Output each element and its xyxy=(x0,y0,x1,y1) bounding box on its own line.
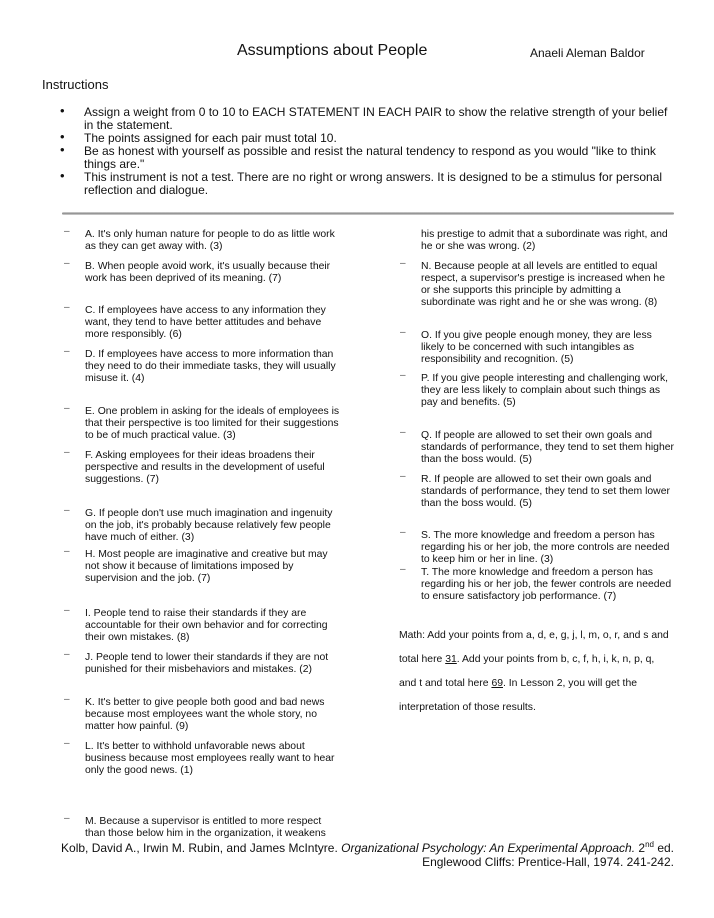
dash-icon: – xyxy=(64,546,70,557)
statement-text: E. One problem in asking for the ideals of employees is that their perspective is too limited for their suggestions to be of much practical value. (3) xyxy=(85,406,340,441)
math-text: total here xyxy=(399,654,446,665)
math-text: interpretation of those results. xyxy=(399,702,536,713)
statement-n xyxy=(400,258,675,309)
statement-c xyxy=(64,302,343,341)
statement-k xyxy=(64,694,343,733)
statement-text: D. If employees have access to more information than they need to do their immediate tasks, they will usually misuse it. (4) xyxy=(85,349,336,384)
statement-f xyxy=(64,447,343,486)
dash-icon: – xyxy=(400,258,406,269)
dash-icon: – xyxy=(64,226,70,237)
statement-q xyxy=(400,427,675,466)
math-text: . Add your points from b, c, f, h, i, k, n, p, q, xyxy=(456,654,655,665)
dash-icon: – xyxy=(64,738,70,749)
reference-edition-suffix: nd xyxy=(645,840,654,849)
instruction-text: Be as honest with yourself as possible and resist the natural tendency to respond as you would "like to think things are." xyxy=(84,144,656,171)
dash-icon: – xyxy=(400,527,406,538)
statement-text: J. People tend to lower their standards if they are not punished for their misbehaviors and mistakes. (2) xyxy=(85,652,329,675)
statement-text: A. It's only human nature for people to do as little work as they can get away with. (3) xyxy=(85,229,335,252)
statement-text: B. When people avoid work, it's usually because their work has been deprived of its meaning. (7) xyxy=(85,261,331,284)
instructions-heading: Instructions xyxy=(42,77,109,92)
divider xyxy=(62,212,674,215)
statement-text: C. If employees have access to any information they want, they tend to have better attitudes and behave more responsibly. (6) xyxy=(85,305,326,340)
statement-text: I. People tend to raise their standards if they are accountable for their own behavior and for correcting their own mistakes. (8) xyxy=(85,608,328,643)
reference-edition: 2 xyxy=(635,841,646,855)
dash-icon: – xyxy=(64,694,70,705)
instruction-text: Assign a weight from 0 to 10 to EACH STATEMENT IN EACH PAIR to show the relative strength of your belief in the statement. xyxy=(84,105,668,132)
math-text: and t and total here xyxy=(399,678,492,689)
dash-icon: – xyxy=(400,471,406,482)
statement-text: P. If you give people interesting and challenging work, they are less likely to complain about such things as pay and benefits. (5) xyxy=(421,373,669,408)
instruction-item xyxy=(60,168,680,197)
instruction-text: The points assigned for each pair must total 10. xyxy=(84,131,337,145)
statement-text: N. Because people at all levels are entitled to equal respect, a supervisor's prestige is increased when he or she supports this principle by admitting a subordinate was right and he or she was wrong. (8) xyxy=(421,261,665,308)
dash-icon: – xyxy=(400,564,406,575)
statement-j xyxy=(64,649,343,676)
statement-t xyxy=(400,564,675,603)
statement-text: H. Most people are imaginative and creative but may not show it because of limitations imposed by supervision and the job. (7) xyxy=(85,549,328,584)
page-title: Assumptions about People xyxy=(237,42,428,59)
statement-text: O. If you give people enough money, they are less likely to be concerned with such intangibles as responsibility and recognition. (5) xyxy=(421,330,652,365)
bullet-icon: • xyxy=(60,103,65,118)
math-line-4 xyxy=(399,702,536,713)
dash-icon: – xyxy=(64,813,70,824)
statement-s xyxy=(400,527,675,566)
dash-icon: – xyxy=(400,427,406,438)
statement-text: S. The more knowledge and freedom a person has regarding his or her job, the more controls are needed to keep him or her in line. (3) xyxy=(421,530,670,565)
statement-text: K. It's better to give people both good and bad news because most employees want the whole story, no matter how painful. (9) xyxy=(85,697,325,732)
bullet-icon: • xyxy=(60,142,65,157)
instruction-text: This instrument is not a test. There are no right or wrong answers. It is designed to be a stimulus for personal reflection and dialogue. xyxy=(84,170,663,197)
statement-text: F. Asking employees for their ideas broadens their perspective and results in the development of useful suggestions. (7) xyxy=(85,450,325,485)
instructions-list xyxy=(60,103,680,197)
statement-m xyxy=(64,813,343,840)
dash-icon: – xyxy=(400,370,406,381)
dash-icon: – xyxy=(64,258,70,269)
statement-p xyxy=(400,370,675,409)
statement-e xyxy=(64,403,343,442)
statement-b xyxy=(64,258,343,285)
math-line-3 xyxy=(399,678,637,689)
statement-l xyxy=(64,738,343,777)
reference-edition-tail: ed. xyxy=(653,841,674,855)
dash-icon: – xyxy=(64,649,70,660)
statement-r xyxy=(400,471,675,510)
statement-g xyxy=(64,505,343,544)
statement-text: G. If people don't use much imagination and ingenuity on the job, it's probably because relatively few people have much of either. (3) xyxy=(85,508,333,543)
statement-a xyxy=(64,226,343,253)
dash-icon: – xyxy=(64,605,70,616)
statement-text: his prestige to admit that a subordinate was right, and he or she was wrong. (2) xyxy=(421,229,668,252)
dash-icon: – xyxy=(64,302,70,313)
total-1-value: 31 xyxy=(445,654,457,665)
statement-text: L. It's better to withhold unfavorable news about business because most employees really want to hear only the good news. (1) xyxy=(85,741,335,776)
instruction-item xyxy=(60,103,680,132)
dash-icon: – xyxy=(64,505,70,516)
dash-icon: – xyxy=(400,327,406,338)
math-line-2 xyxy=(399,654,654,665)
reference-book-title: Organizational Psychology: An Experimental Approach. xyxy=(341,841,636,855)
math-line-1 xyxy=(399,630,669,641)
math-text: Math: Add your points from a, d, e, g, j, l, m, o, r, and s and xyxy=(399,630,669,641)
math-text: . In Lesson 2, you will get the xyxy=(503,678,638,689)
statement-text: T. The more knowledge and freedom a person has regarding his or her job, the fewer controls are needed to ensure satisfactory job performance. (7) xyxy=(421,567,672,602)
bullet-icon: • xyxy=(60,129,65,144)
statement-m-continued xyxy=(421,229,675,253)
reference-authors: Kolb, David A., Irwin M. Rubin, and James McIntyre. xyxy=(61,841,342,855)
statement-text: M. Because a supervisor is entitled to more respect than those below him in the organization, it weakens xyxy=(85,816,326,839)
instruction-item xyxy=(60,142,680,171)
bullet-icon: • xyxy=(60,168,65,183)
dash-icon: – xyxy=(64,403,70,414)
dash-icon: – xyxy=(64,346,70,357)
author-name: Anaeli Aleman Baldor xyxy=(530,46,645,60)
statement-i xyxy=(64,605,343,644)
statement-d xyxy=(64,346,343,385)
reference-line-2 xyxy=(422,855,674,869)
statement-text: R. If people are allowed to set their own goals and standards of performance, they tend to set them lower than the boss would. (5) xyxy=(421,474,670,509)
dash-icon: – xyxy=(64,447,70,458)
reference-line-1 xyxy=(61,840,674,855)
total-2-value: 69 xyxy=(491,678,503,689)
statement-h xyxy=(64,546,343,585)
statement-text: Q. If people are allowed to set their own goals and standards of performance, they tend to set them higher than the boss would. (5) xyxy=(421,430,674,465)
reference-publisher: Englewood Cliffs: Prentice-Hall, 1974. 241-242. xyxy=(422,855,674,869)
statement-o xyxy=(400,327,675,366)
